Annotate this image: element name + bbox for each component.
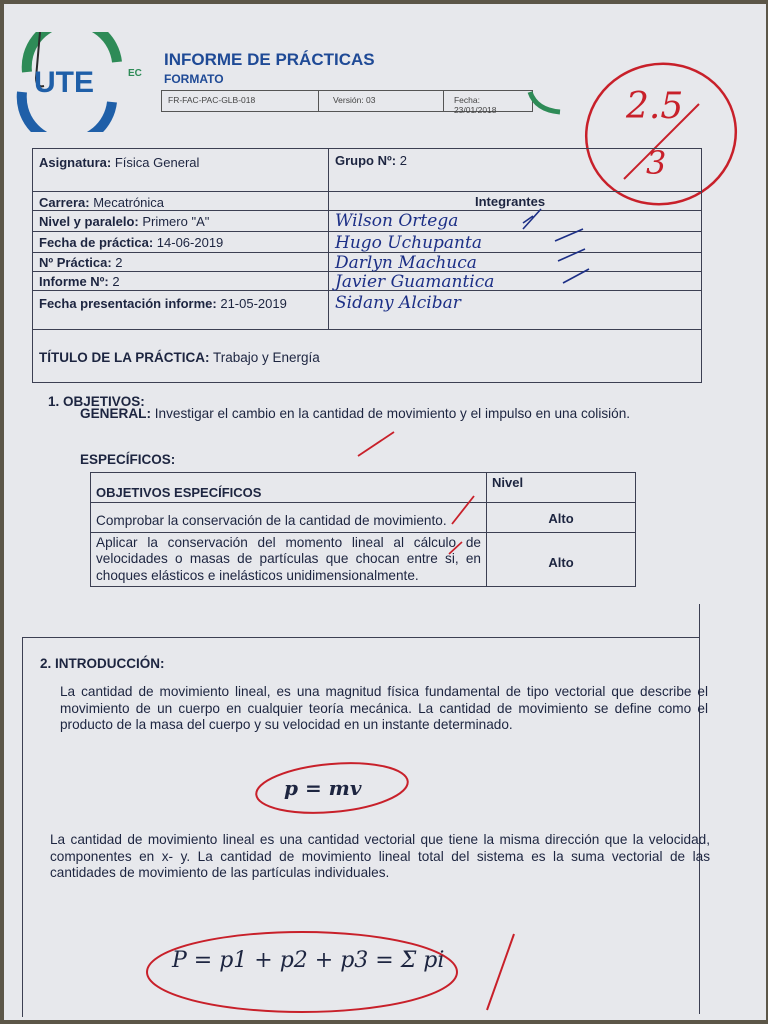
objetivo-cell: Aplicar la conservación del momento lineal al cálculo de velocidades o masas de partículas que chocan entre si, en choques elásticos e inelásticos unidimensionalmente. — [91, 532, 487, 587]
section-divider — [22, 637, 700, 638]
titulo-section — [32, 328, 702, 383]
header-nivel: Nivel — [487, 473, 636, 503]
fecha-practica-row — [39, 235, 223, 250]
bracket-swoosh-icon — [526, 88, 566, 118]
format-code: FR-FAC-PAC-GLB-018 — [162, 91, 319, 111]
integrante-4: Javier Guamantica — [335, 272, 495, 292]
titulo-value: Trabajo y Energía — [213, 350, 320, 365]
check-marks-icon — [503, 201, 613, 311]
practica-label: Nº Práctica: — [39, 255, 112, 270]
grade-numerator: 2.5 — [626, 86, 684, 127]
especificos-label: ESPECÍFICOS: — [80, 452, 176, 467]
format-date: Fecha: 23/01/2018 — [453, 95, 497, 115]
fecha-presentacion-value: 21-05-2019 — [220, 296, 287, 311]
practica-value: 2 — [115, 255, 123, 270]
asignatura-label: Asignatura: — [39, 155, 112, 170]
format-info-bar — [161, 90, 533, 115]
integrantes-label: Integrantes — [475, 194, 546, 209]
check-marks-objetivos-icon — [344, 424, 484, 564]
objetivo-cell: Comprobar la conservación de la cantidad de movimiento. — [91, 503, 487, 533]
logo-suffix: EC — [128, 68, 142, 79]
nivel-value: Primero "A" — [142, 214, 210, 229]
info-table — [32, 148, 702, 330]
nivel-cell: Alto — [487, 532, 636, 587]
logo-text: UTE — [34, 66, 94, 99]
objetivo-general — [80, 396, 692, 423]
right-border — [699, 604, 700, 1014]
report-page — [4, 4, 766, 1020]
ute-logo — [12, 32, 142, 132]
general-label: GENERAL: — [80, 406, 151, 421]
titulo-label: TÍTULO DE LA PRÁCTICA: — [39, 350, 210, 365]
fecha-presentacion-label: Fecha presentación informe: — [39, 296, 217, 311]
informe-value: 2 — [112, 274, 120, 289]
integrante-5: Sidany Alcibar — [335, 293, 461, 313]
integrante-2: Hugo Uchupanta — [335, 233, 482, 253]
header-objetivos: OBJETIVOS ESPECÍFICOS — [91, 473, 487, 503]
objetivos-heading: 1. OBJETIVOS: — [48, 394, 145, 409]
report-title: INFORME DE PRÁCTICAS — [164, 50, 375, 69]
nivel-row — [39, 214, 209, 229]
carrera-value: Mecatrónica — [93, 195, 165, 210]
format-version: Versión: 03 — [319, 91, 444, 111]
introduccion-heading: 2. INTRODUCCIÓN: — [40, 656, 165, 671]
carrera-row — [39, 195, 164, 210]
fecha-presentacion-row — [39, 295, 323, 312]
grupo-row — [335, 153, 407, 168]
fecha-practica-label: Fecha de práctica: — [39, 235, 154, 250]
report-subtitle: FORMATO — [164, 72, 224, 86]
informe-row — [39, 274, 120, 289]
general-text: Investigar el cambio en la cantidad de movimiento y el impulso en una colisión. — [154, 406, 631, 421]
introduccion-p2: La cantidad de movimiento lineal es una cantidad vectorial que tiene la misma dirección que la velocidad, componentes en x- y. La cantidad de movimiento lineal total del sistema es la suma vectorial de las cantidades de movimiento de las partículas individuales. — [50, 832, 710, 880]
practica-row — [39, 255, 123, 270]
formula2-circle-icon — [142, 924, 522, 1024]
carrera-label: Carrera: — [39, 195, 90, 210]
formula-total-momentum: P = p1 + p2 + p3 = Σ pi — [172, 948, 445, 973]
integrante-3: Darlyn Machuca — [335, 253, 477, 273]
informe-label: Informe Nº: — [39, 274, 109, 289]
formula-momentum: p = mv — [284, 776, 362, 800]
grupo-label: Grupo Nº: — [335, 153, 397, 168]
grupo-value: 2 — [399, 153, 407, 168]
nivel-cell: Alto — [487, 503, 636, 533]
left-border — [22, 637, 23, 1017]
fecha-practica-value: 14-06-2019 — [156, 235, 224, 250]
asignatura-row — [39, 155, 199, 170]
titulo-row — [39, 350, 320, 365]
introduccion-p1: La cantidad de movimiento lineal, es una magnitud física fundamental de tipo vectorial que describe el movimiento de un cuerpo en cualquier teoría mecánica. La cantidad de movimiento se define como el producto de la masa del cuerpo y su velocidad en un instante determinado. — [60, 684, 708, 732]
grade-denominator: 3 — [646, 144, 667, 182]
integrante-1: Wilson Ortega — [335, 211, 459, 231]
asignatura-value: Física General — [114, 155, 200, 170]
nivel-label: Nivel y paralelo: — [39, 214, 139, 229]
